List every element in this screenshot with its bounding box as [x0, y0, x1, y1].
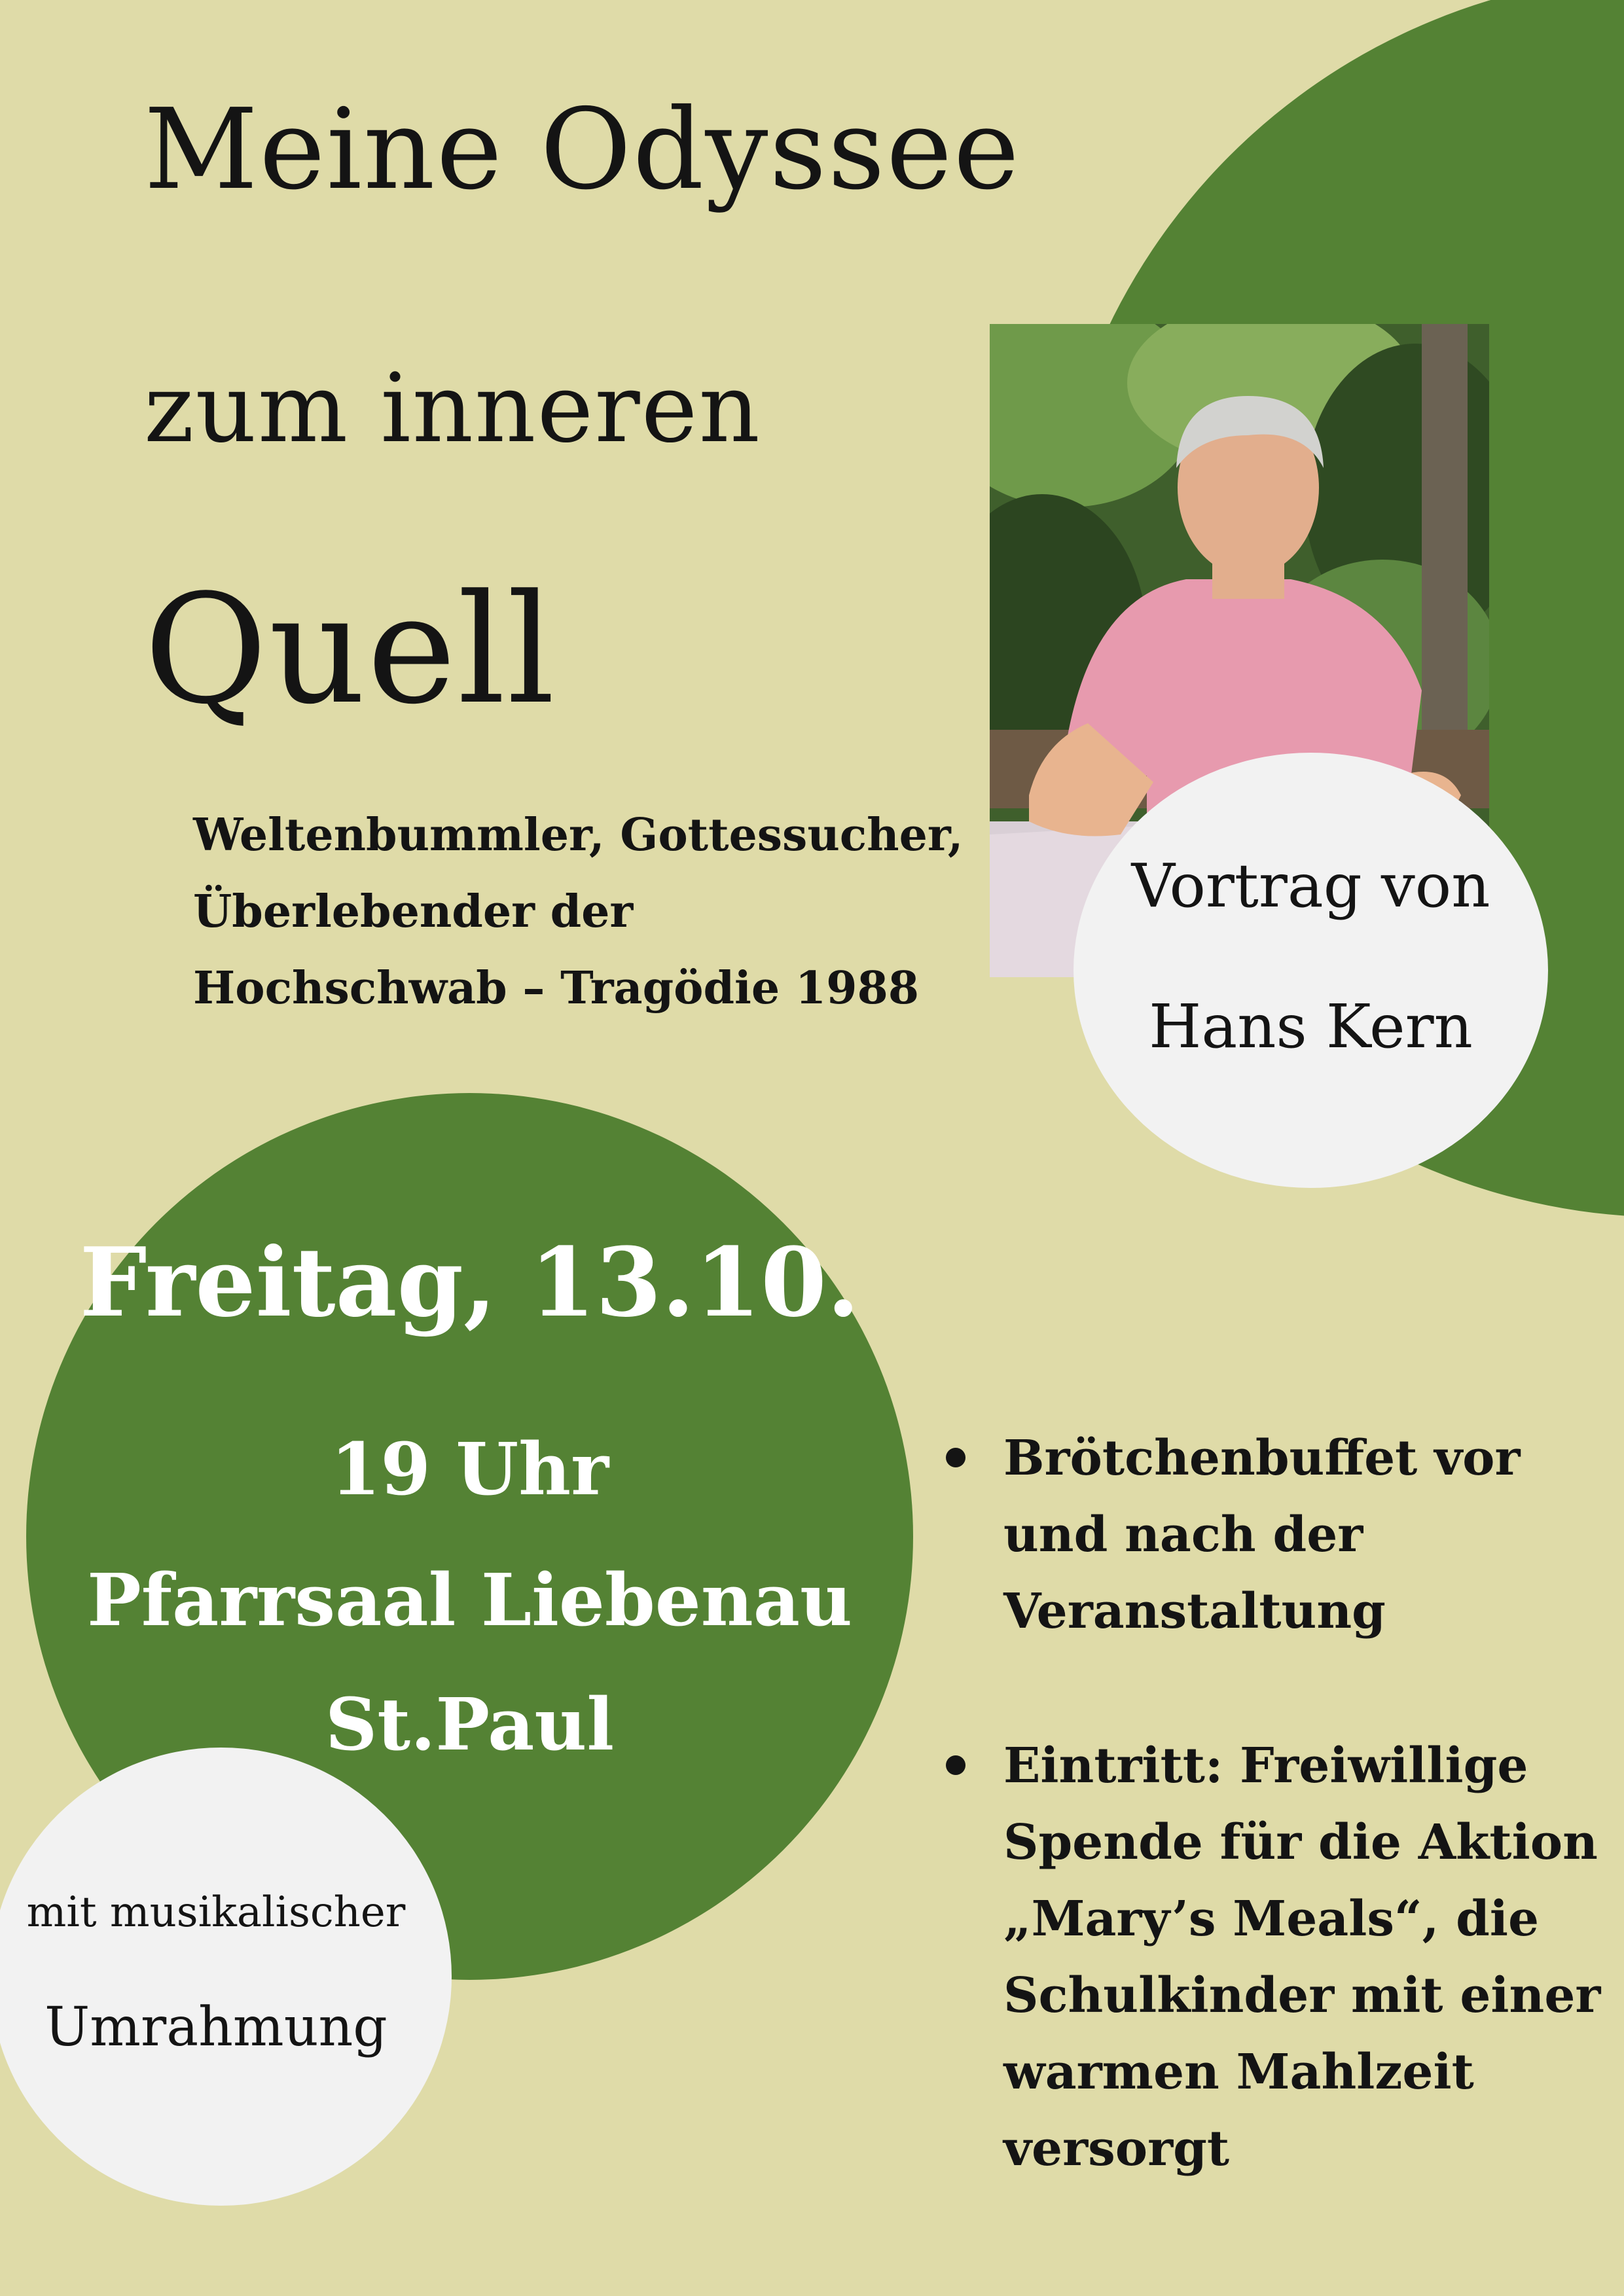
bullet-icon: [946, 1448, 965, 1467]
music-badge: [0, 1748, 452, 2206]
bullet-line: „Mary’s Meals“, die: [1003, 1891, 1540, 1947]
description-line: Hochschwab – Tragödie 1988: [193, 962, 920, 1014]
speaker-description: [193, 797, 963, 1027]
event-time: 19 Uhr: [330, 1427, 609, 1511]
bullet-line: warmen Mahlzeit: [1003, 2044, 1474, 2100]
music-line-2: Umrahmung: [45, 1996, 388, 2058]
speaker-label: Vortrag von: [1131, 851, 1490, 921]
bullet-line: versorgt: [1003, 2121, 1229, 2177]
description-line: Weltenbummler, Gottessucher,: [193, 809, 964, 861]
bullet-line: Brötchenbuffet vor: [1003, 1430, 1521, 1486]
speaker-name: Hans Kern: [1149, 992, 1473, 1062]
event-date: Freitag, 13.10.: [79, 1227, 860, 1338]
description-line: Überlebender der: [193, 886, 634, 938]
bullet-line: Veranstaltung: [1003, 1583, 1386, 1640]
title-line-1: Meine Odyssee: [144, 85, 1021, 215]
event-venue-town: St.Paul: [325, 1682, 615, 1767]
bullet-icon: [946, 1755, 965, 1775]
bullet-line: und nach der: [1003, 1507, 1363, 1563]
music-line-1: mit musikalischer: [26, 1888, 406, 1937]
speaker-badge: [1074, 753, 1548, 1188]
title-line-3: Quell: [144, 563, 556, 738]
title-line-2: zum inneren: [144, 353, 761, 464]
bullet-line: Eintritt: Freiwillige: [1003, 1738, 1528, 1794]
bullet-line: Schulkinder mit einer: [1003, 1967, 1601, 2024]
event-venue: Pfarrsaal Liebenau: [86, 1558, 853, 1642]
bullet-line: Spende für die Aktion: [1003, 1814, 1598, 1871]
